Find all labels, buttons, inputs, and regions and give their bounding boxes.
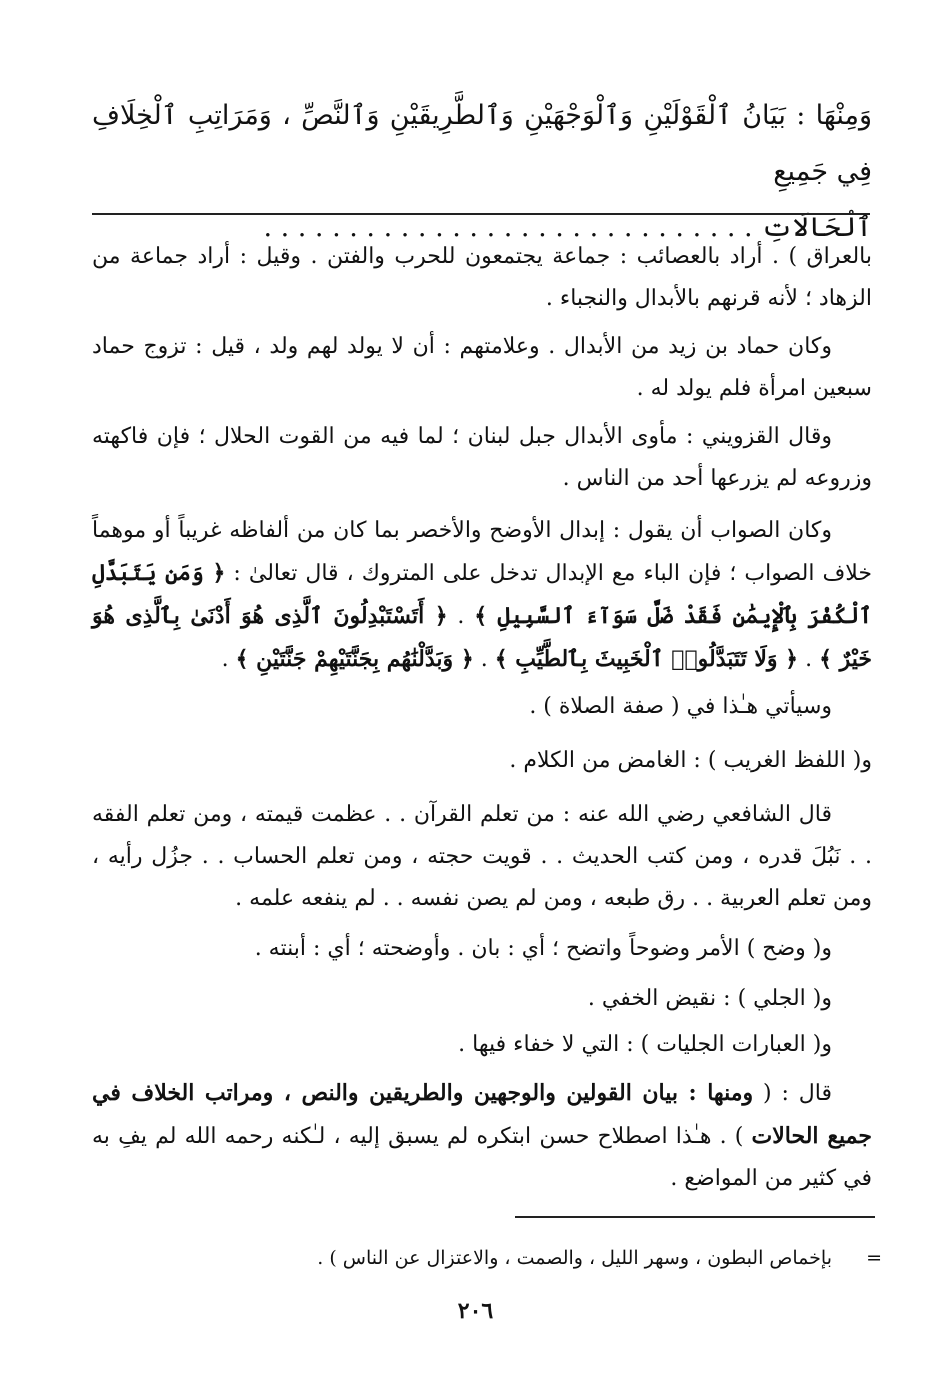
quran-ayah-4: ﴿ وَبَدَّلْنَٰهُم بِجَنَّتَيْهِمْ جَنَّتَيْنِ ﴾ [235,646,474,672]
paragraph-11-quote: ومنها : بيان القولين والوجهين والطريقين والنص ، ومراتب الخلاف في جميع الحالات [92,1080,872,1149]
paragraph-5: وسيأتي هـٰذا في ( صفة الصلاة ) . [529,694,832,719]
paragraph-10: و( العبارات الجليات ) : التي لا خفاء فيها . [458,1032,832,1057]
quran-ayah-3: ﴿ وَلَا تَتَبَدَّلُوا۟ ٱلْخَبِيثَ بِٱلطَّيِّبِ ﴾ [494,646,799,672]
paragraph-1: بالعراق ) . أراد بالعصائب : جماعة يجتمعون للحرب والفتن . وقيل : أراد جماعة من الزهاد ؛ لأنه قرنهم بالأبدال والنجباء . [92,244,872,311]
page-number: ٢٠٦ [457,1298,494,1324]
top-separator [92,213,870,215]
paragraph-11-rest: ) . هـٰذا اصطلاح حسن ابتكره لم يسبق إليه ، لـٰكنه رحمه الله لم يفِ به في كثير من المواضع . [92,1124,872,1191]
matn-text [92,88,872,256]
footnote-separator [515,1216,875,1218]
matn-dots: . . . . . . . . . . . . . . . . . . . . . . . . . . . . . [263,212,753,243]
footnote [92,1242,882,1274]
quran-ayah-1: ﴿ وَمَن يَتَبَدَّلِ ٱلْكُفْرَ بِٱلْإِيمَٰنِ فَقَدْ ضَلَّ سَوَآءَ ٱلسَّبِيلِ ﴾ [92,560,873,629]
matn-line-2: ٱلْحَالَاتِ [761,212,872,243]
footnote-continuation-mark: = [866,1247,882,1269]
paragraph-8: و( وضح ) الأمر وضوحاً واتضح ؛ أي : بان . وأوضحته ؛ أي : أبنته . [254,936,832,961]
paragraph-4-text: وكان الصواب أن يقول : إبدال الأوضح والأخصر بما كان من ألفاظه غريباً أو موهماً خلاف الصواب ؛ فإن الباء مع الإبدال تدخل على المتروك ، قال تعالىٰ : [92,518,872,586]
paragraph-4: وكان الصواب أن يقول : إبدال الأوضح والأخصر بما كان من ألفاظه غريباً أو موهماً خلاف الصواب ؛ فإن الباء مع الإبدال تدخل على المتروك ، قال تعالىٰ : ﴿ وَمَن يَتَبَدَّلِ ٱلْكُفْرَ بِٱلْإِيمَٰنِ فَقَدْ ضَلَّ سَوَآءَ ٱلسَّبِيلِ ﴾ . ﴿ أَتَسْتَبْدِلُونَ ٱلَّذِى هُوَ أَدْنَىٰ بِٱلَّذِى هُوَ خَيْرٌ ﴾ . ﴿ وَلَا تَتَبَدَّلُوا۟ ٱلْخَبِيثَ بِٱلطَّيِّبِ ﴾ . ﴿ وَبَدَّلْنَٰهُم بِجَنَّتَيْهِمْ جَنَّتَيْنِ ﴾ . [92,518,873,672]
matn-line-1: وَمِنْهَا : بَيَانُ ٱلْقَوْلَيْنِ وَٱلْوَجْهَيْنِ وَٱلطَّرِيقَيْنِ وَٱلنَّصِّ ، وَمَرَاتِبِ ٱلْخِلَافِ فِي جَمِيعِ [92,100,872,187]
paragraph-3: وقال القزويني : مأوى الأبدال جبل لبنان ؛ لما فيه من القوت الحلال ؛ فإن فاكهته وزروعه لم يزرعها أحد من الناس . [92,424,872,491]
paragraph-6: و( اللفظ الغريب ) : الغامض من الكلام . [509,748,872,773]
quran-ayah-2: ﴿ أَتَسْتَبْدِلُونَ ٱلَّذِى هُوَ أَدْنَىٰ بِٱلَّذِى هُوَ خَيْرٌ ﴾ [92,603,872,672]
paragraph-11 [92,1072,872,1200]
footnote-text: بإخماص البطون ، وسهر الليل ، والصمت ، والاعتزال عن الناس ) . [317,1247,832,1269]
paragraph-7: قال الشافعي رضي الله عنه : من تعلم القرآن . . عظمت قيمته ، ومن تعلم الفقه . . نَبُلَ قدره ، ومن كتب الحديث . . قويت حجته ، ومن تعلم الحساب . . جزُل رأيه ، ومن تعلم العربية . . رق طبعه ، ومن لم يصن نفسه . . لم ينفعه علمه . [92,802,872,911]
paragraph-2: وكان حماد بن زيد من الأبدال . وعلامتهم : أن لا يولد لهم ولد ، قيل : تزوج حماد سبعين امرأة فلم يولد له . [92,334,872,401]
paragraph-9: و( الجلي ) : نقيض الخفي . [587,986,832,1011]
paragraph-11-lead: قال : ( [763,1081,833,1106]
